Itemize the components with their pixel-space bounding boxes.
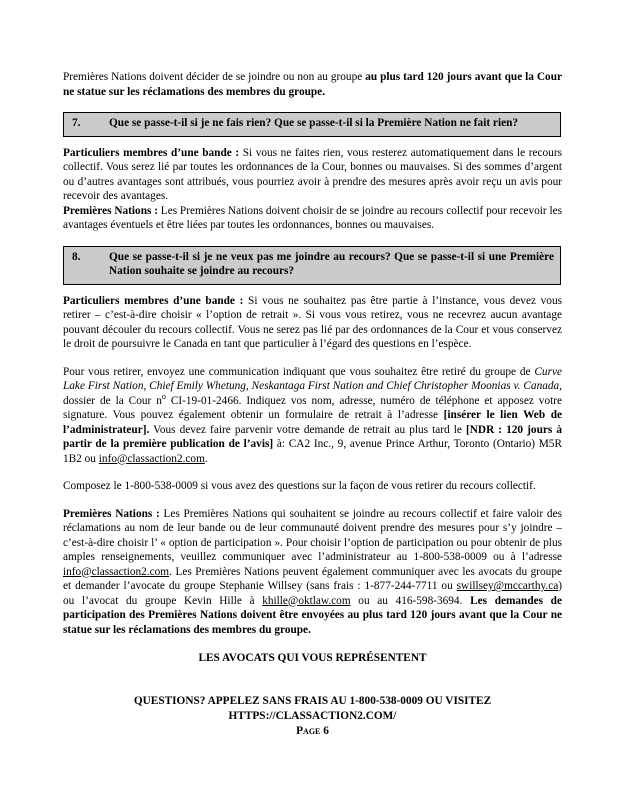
first-nations-7-body: Les Premières Nations doivent choisir de se joindre au recours collectif pour recevoir les avantages éventuels et être liées par toutes les ordonnances, bonnes ou mauvaises. [63,204,563,231]
question-8-number: 8. [72,250,81,263]
question-8-text: Que se passe-t-il si je ne veux pas me joindre au recours? Que se passe-t-il si une Première Nation souhaite se joindre au recours? [109,250,554,277]
footer-url-line: HTTPS://CLASSACTION2.COM/ [228,709,397,722]
question-box-8 [63,246,561,285]
email-link-info[interactable]: info@classaction2.com [98,452,205,465]
first-nations-join-s2: . Les Premières Nations peuvent également communiquer avec les avocats du groupe et demander l’avocate du groupe Stephanie Willsey (sans frais : 1-877-244-7711 ou [63,565,562,592]
participation-deadline-bold: Les demandes de participation des Premières Nations doivent être envoyées au plus tard 120 jours avant que la Cour ne statue sur les réclamations des membres du groupe. [63,594,562,636]
opt-out-s2a: dossier de la Cour n [63,394,162,407]
answer-block-7 [63,146,562,233]
individuals-8-lead: Particuliers membres d’une bande : [63,294,244,307]
paragraph-first-nations-7 [63,204,562,233]
intro-bold-deadline: au plus tard 120 jours avant que la Cour ne statue sur les réclamations des membres du groupe. [63,71,562,98]
first-nations-join-s3: ) ou l’avocat du groupe Kevin Hille à [63,580,562,607]
court-number-superscript: o [161,391,166,401]
opt-out-s5: . [204,452,208,465]
admin-link-placeholder: [insérer le lien Web de l’administrateur]. [63,409,562,436]
lawyers-heading: LES AVOCATS QUI VOUS REPRÉSENTENT [198,652,427,664]
individuals-7-lead: Particuliers membres d’une bande : [63,146,240,159]
case-name: Curve Lake First Nation, Chief Emily Whetung, Neskantaga First Nation and Chief Christopher Moonias v. Canada, [63,365,562,392]
first-nations-join-s4: ou au 416-598-3694. [350,594,471,607]
question-7-text: Que se passe-t-il si je ne fais rien? Que se passe-t-il si la Première Nation ne fait rien? [109,117,519,129]
email-link-info-2[interactable]: info@classaction2.com [63,565,170,578]
paragraph-first-nations-join [63,507,562,638]
individuals-7-body: Si vous ne faites rien, vous resterez automatiquement dans le recours collectif. Vous serez lié par toutes les ordonnances de la Cour, bonnes ou mauvaises. Si des sommes d’argent ou d’autres avantages sont attribués, vous pourriez avoir à prendre des mesures après avoir reçu un avis pour recevoir des avantages. [63,146,562,202]
paragraph-individuals-7 [63,146,562,204]
paragraph-call-number: Composez le 1-800-538-0009 si vous avez des questions sur la façon de vous retirer du recours collectif. [63,480,536,492]
intro-text: Premières Nations doivent décider de se joindre ou non au groupe [63,71,366,83]
paragraph-individuals-8 [63,294,562,352]
email-link-swillsey[interactable]: swillsey@mccarthy.ca [456,580,559,592]
first-nations-join-s1: Les Premières Nations qui souhaitent se joindre au recours collectif et faire valoir des réclamations au nom de leur bande ou de leur communauté doivent prendre des mesures pour s’y joindre – c’est-à-dire choisir l’ « option de participation ». Pour choisir l’option de participation ou pour obtenir de plus amples renseignements, veuillez communiquer avec l’administrateur au 1-800-538-0009 ou à l’adresse [63,507,562,563]
opt-out-s3: Vous devez faire parvenir votre demande de retrait au plus tard le [149,423,466,436]
footer-questions-line: QUESTIONS? APPELEZ SANS FRAIS AU 1-800-538-0009 OU VISITEZ [133,694,492,707]
email-link-khille[interactable]: khille@oktlaw.com [262,594,351,607]
page-footer [63,694,562,739]
first-nations-7-lead: Premières Nations : [63,204,158,217]
opt-out-s4: à: CA2 Inc., 9, avenue Prince Arthur, Toronto (Ontario) M5R 1B2 ou [63,438,562,465]
question-7-number: 7. [72,117,81,129]
opt-out-s1: Pour vous retirer, envoyez une communication indiquant que vous souhaitez être retiré du groupe de [63,365,535,378]
individuals-8-body: Si vous ne souhaitez pas être partie à l’instance, vous devez vous retirer – c’est-à-dire choisir « l’option de retrait ». Si vous vous retirez, vous ne recevrez aucun avantage pouvant découler du recours collectif. Vous ne serez pas lié par des ordonnances de la Cour et vous conservez le droit de poursuivre le Canada en tant que particulier à l’égard des questions en l’espèce. [63,294,562,350]
page-number: Page 6 [296,724,329,737]
opt-out-s2b: CI-19-01-2466. Indiquez vos nom, adresse, numéro de téléphone et apposez votre signature. Vous pouvez également obtenir un formulaire de retrait à l’adresse [63,394,563,421]
intro-paragraph [63,70,562,99]
question-box-7 [63,112,561,137]
ndr-deadline: [NDR : 120 jours à partir de la première publication de l’avis] [63,423,562,450]
first-nations-join-lead: Premières Nations : [63,507,160,520]
paragraph-opt-out [63,365,562,467]
